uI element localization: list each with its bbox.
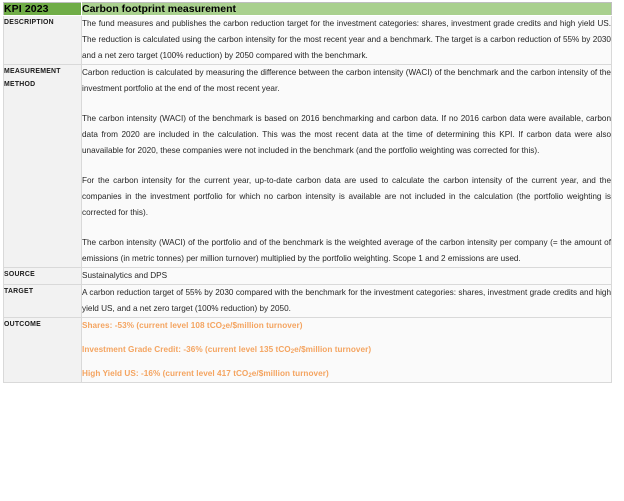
outcome-shares-prefix: Shares: -53% (current level 108 tCO xyxy=(82,320,223,330)
row-label-measurement-method-line1: MEASUREMENT xyxy=(4,67,61,75)
outcome-hyus-subscript: 2 xyxy=(248,373,252,380)
row-label-outcome: OUTCOME xyxy=(4,317,82,382)
outcome-igc-prefix: Investment Grade Credit: -36% (current level 135 tCO xyxy=(82,344,291,354)
table-row-description xyxy=(4,16,612,65)
table-row-target xyxy=(4,284,612,317)
outcome-line-shares xyxy=(82,318,611,334)
table-row-measurement-method xyxy=(4,64,612,267)
row-label-target: TARGET xyxy=(4,284,82,317)
table-row-source xyxy=(4,267,612,284)
row-label-measurement-method-line2: METHOD xyxy=(4,81,36,89)
outcome-shares-subscript: 2 xyxy=(222,325,226,332)
measurement-paragraph-2: The carbon intensity (WACI) of the benchmark is based on 2016 benchmarking and carbon data. If no 2016 carbon data were available, carbon data from 2020 are included in the calculation. This was the most recent data at the time of determining this KPI. If carbon data were also unavailable for 2020, these companies were not included in the benchmark (and the portfolio weighting was corrected for this). xyxy=(82,113,611,155)
row-label-source: SOURCE xyxy=(4,267,82,284)
outcome-line-investment-grade-credit xyxy=(82,342,611,358)
row-value-measurement-method xyxy=(82,64,612,267)
kpi-year-header-cell xyxy=(4,3,82,16)
row-value-target xyxy=(82,284,612,317)
kpi-fact-sheet-table xyxy=(3,2,612,383)
measurement-paragraph-3: For the carbon intensity for the current year, up-to-date carbon data are used to calculate the carbon intensity of the current year, and the companies in the investment portfolio for which no carbon intensity is available are not included in the calculation (the portfolio weighting is corrected for this). xyxy=(82,175,611,217)
outcome-hyus-suffix: e/$million turnover) xyxy=(251,368,329,378)
row-value-source xyxy=(82,267,612,284)
row-value-outcome xyxy=(82,317,612,382)
table-row-outcome xyxy=(4,317,612,382)
description-paragraph-1: The fund measures and publishes the carbon reduction target for the investment categories: shares, investment grade credits and high yield US. The reduction is calculated using the carbon intensity for the most recent year and a benchmark. The target is a carbon reduction of 55% by 2030 and a net zero target (100% reduction) by 2050 compared with the benchmark. xyxy=(82,19,611,60)
kpi-year-label: KPI 2023 xyxy=(4,3,49,15)
target-text: A carbon reduction target of 55% by 2030 compared with the benchmark for the investment categories: shares, investment grade credits and high yield US, and a net zero target (100% reduction) by 2050. xyxy=(82,287,611,313)
source-text: Sustainalytics and DPS xyxy=(82,270,168,280)
row-value-description xyxy=(82,16,612,65)
kpi-title-header-cell xyxy=(82,3,612,16)
measurement-paragraph-1: Carbon reduction is calculated by measuring the difference between the carbon intensity (WACI) of the benchmark and the carbon intensity of the investment portfolio at the end of the most recent year. xyxy=(82,67,611,93)
page-title: Carbon footprint measurement xyxy=(82,3,237,15)
row-label-description: DESCRIPTION xyxy=(4,16,82,65)
outcome-line-high-yield-us xyxy=(82,366,611,382)
row-label-measurement-method xyxy=(4,64,82,267)
outcome-igc-subscript: 2 xyxy=(290,349,295,356)
outcome-hyus-prefix: High Yield US: -16% (current level 417 tCO xyxy=(82,368,249,378)
table-header-row xyxy=(4,3,612,16)
measurement-paragraph-4: The carbon intensity (WACI) of the portfolio and of the benchmark is the weighted average of the carbon intensity per company (= the amount of emissions (in metric tonnes) per million turnover) multiplied by the portfolio weighting. Scope 1 and 2 emissions are used. xyxy=(82,237,611,263)
outcome-igc-suffix: e/$million turnover) xyxy=(294,344,372,354)
outcome-shares-suffix: e/$million turnover) xyxy=(225,320,303,330)
